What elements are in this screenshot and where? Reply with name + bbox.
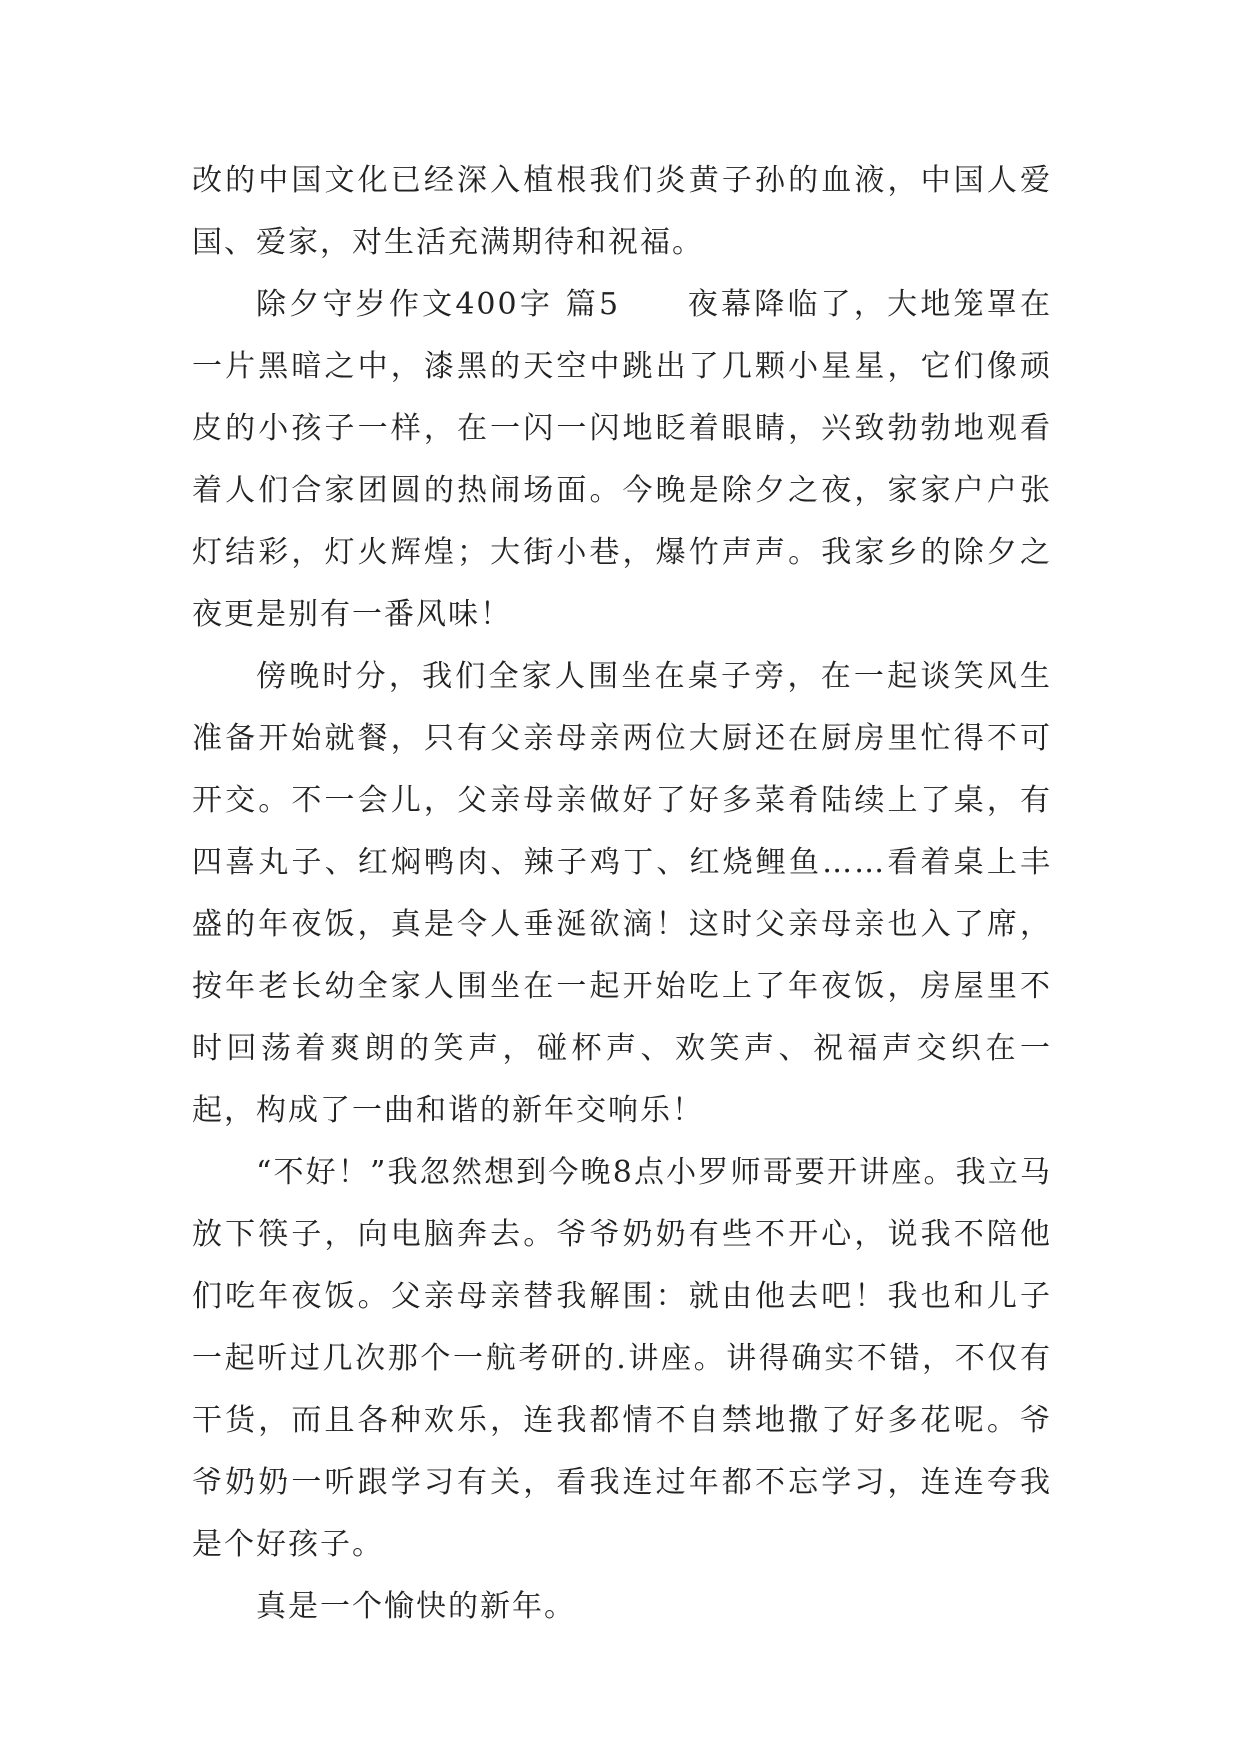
document-body [192, 150, 1052, 1638]
paragraph-essay-5-intro: 除夕守岁作文400字 篇5 夜幕降临了，大地笼罩在一片黑暗之中，漆黑的天空中跳出了几颗小星星，它们像顽皮的小孩子一样，在一闪一闪地眨着眼睛，兴致勃勃地观看着人们合家团圆的热闹场面。今晚是除夕之夜，家家户户张灯结彩，灯火辉煌；大街小巷，爆竹声声。我家乡的除夕之夜更是别有一番风味！ [192, 287, 1052, 632]
paragraph-lecture: “不好！”我忽然想到今晚8点小罗师哥要开讲座。我立马放下筷子，向电脑奔去。爷爷奶奶有些不开心，说我不陪他们吃年夜饭。父亲母亲替我解围：就由他去吧！我也和儿子一起听过几次那个一航考研的.讲座。讲得确实不错，不仅有干货，而且各种欢乐，连我都情不自禁地撒了好多花呢。爷爷奶奶一听跟学习有关，看我连过年都不忘学习，连连夸我是个好孩子。 [192, 1155, 1052, 1562]
paragraph-continuation: 改的中国文化已经深入植根我们炎黄子孙的血液，中国人爱国、爱家，对生活充满期待和祝福。 [192, 163, 1052, 260]
paragraph-closing: 真是一个愉快的新年。 [256, 1589, 576, 1624]
paragraph-dinner: 傍晚时分，我们全家人围坐在桌子旁，在一起谈笑风生准备开始就餐，只有父亲母亲两位大厨还在厨房里忙得不可开交。不一会儿，父亲母亲做好了好多菜肴陆续上了桌，有四喜丸子、红焖鸭肉、辣子鸡丁、红烧鲤鱼……看着桌上丰盛的年夜饭，真是令人垂涎欲滴！这时父亲母亲也入了席，按年老长幼全家人围坐在一起开始吃上了年夜饭，房屋里不时回荡着爽朗的笑声，碰杯声、欢笑声、祝福声交织在一起，构成了一曲和谐的新年交响乐！ [192, 659, 1052, 1128]
